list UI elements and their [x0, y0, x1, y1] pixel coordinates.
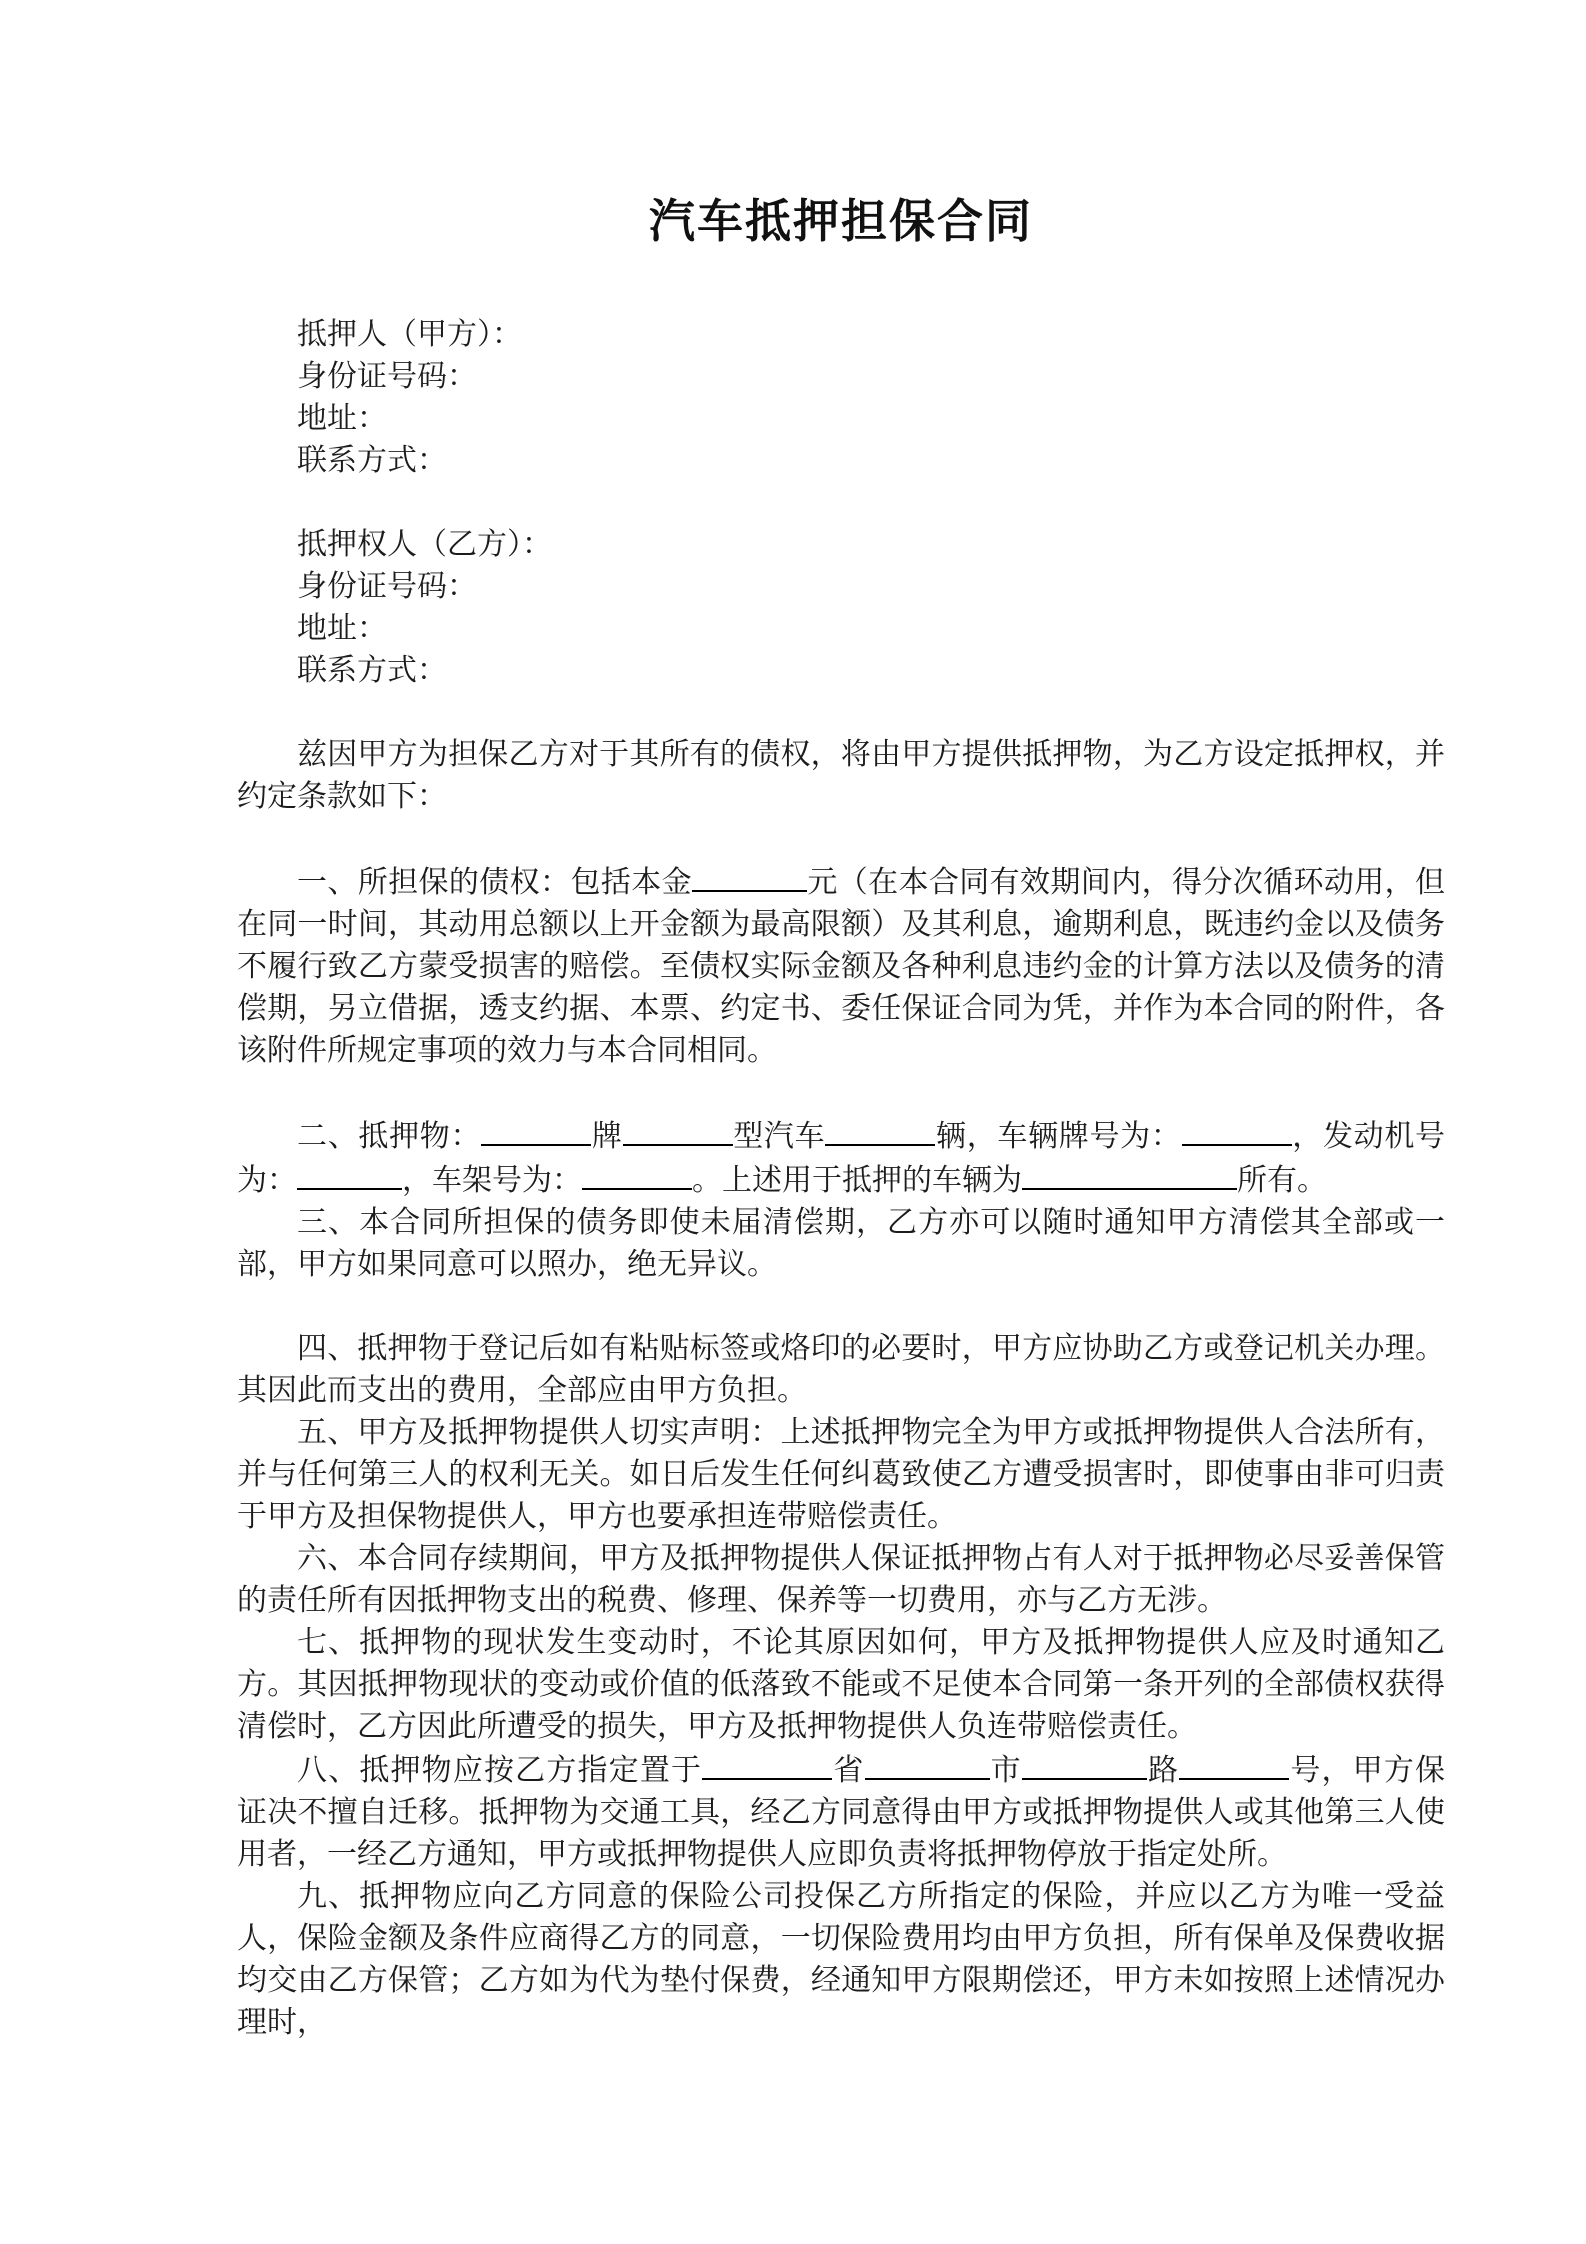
party-b-block: [237, 524, 1445, 692]
fill-in-blank: [825, 1114, 935, 1146]
clauses: [237, 860, 1445, 2044]
fill-in-blank: [702, 1748, 832, 1780]
clause-paragraph: 八、抵押物应按乙方指定置于 省 市 路 号，甲方保证决不擅自迁移。抵押物为交通工具，经乙方同意得由甲方或抵押物提供人或其他第三人使用者，一经乙方通知，甲方或抵押物提供人应即负责将抵押物停放于指定处所。: [237, 1748, 1445, 1876]
fill-in-blank: [623, 1114, 733, 1146]
preamble-paragraph: 兹因甲方为担保乙方对于其所有的债权，将由甲方提供抵押物，为乙方设定抵押权，并约定条款如下：: [237, 738, 1445, 813]
party-b-contact-label: 联系方式：: [297, 654, 447, 687]
party-b-id-label: 身份证号码：: [297, 570, 477, 603]
fill-in-blank: [582, 1158, 692, 1190]
party-a-id-label: 身份证号码：: [297, 360, 477, 393]
clause-paragraph: 一、所担保的债权：包括本金 元（在本合同有效期间内，得分次循环动用，但在同一时间，其动用总额以上开金额为最高限额）及其利息，逾期利息，既违约金以及债务不履行致乙方蒙受损害的赔偿。至债权实际金额及各种利息违约金的计算方法以及债务的清偿期，另立借据，透支约据、本票、约定书、委任保证合同为凭，并作为本合同的附件，各该附件所规定事项的效力与本合同相同。: [237, 860, 1445, 1072]
clause-paragraph: 二、抵押物： 牌 型汽车 辆，车辆牌号为： ，发动机号为： ，车架号为： 。上述用于抵押的车辆为 所有。: [237, 1114, 1445, 1202]
party-b-address-label: 地址：: [297, 612, 387, 645]
clause-paragraph: 三、本合同所担保的债务即使未届清偿期，乙方亦可以随时通知甲方清偿其全部或一部，甲方如果同意可以照办，绝无异议。: [237, 1206, 1445, 1281]
fill-in-blank: [1022, 1158, 1237, 1190]
contract-content: [237, 196, 1445, 2044]
clause-paragraph: 九、抵押物应向乙方同意的保险公司投保乙方所指定的保险，并应以乙方为唯一受益人，保险金额及条件应商得乙方的同意，一切保险费用均由甲方负担，所有保单及保费收据均交由乙方保管；乙方如为代为垫付保费，经通知甲方限期偿还，甲方未如按照上述情况办理时，: [237, 1880, 1445, 2039]
contract-title: 汽车抵押担保合同: [649, 196, 1033, 247]
clause-paragraph: 六、本合同存续期间，甲方及抵押物提供人保证抵押物占有人对于抵押物必尽妥善保管的责任所有因抵押物支出的税费、修理、保养等一切费用，亦与乙方无涉。: [237, 1542, 1445, 1617]
fill-in-blank: [692, 860, 807, 892]
fill-in-blank: [865, 1748, 990, 1780]
fill-in-blank: [1022, 1748, 1147, 1780]
fill-in-blank: [481, 1114, 591, 1146]
party-a-name-label: 抵押人（甲方）：: [297, 318, 522, 351]
clause-paragraph: 五、甲方及抵押物提供人切实声明：上述抵押物完全为甲方或抵押物提供人合法所有，并与任何第三人的权利无关。如日后发生任何纠葛致使乙方遭受损害时，即使事由非可归责于甲方及担保物提供人，甲方也要承担连带赔偿责任。: [237, 1416, 1445, 1533]
fill-in-blank: [297, 1158, 402, 1190]
fill-in-blank: [1179, 1748, 1289, 1780]
clause-paragraph: 七、抵押物的现状发生变动时，不论其原因如何，甲方及抵押物提供人应及时通知乙方。其因抵押物现状的变动或价值的低落致不能或不足使本合同第一条开列的全部债权获得清偿时，乙方因此所遭受的损失，甲方及抵押物提供人负连带赔偿责任。: [237, 1626, 1445, 1743]
party-b-name-label: 抵押权人（乙方）：: [297, 528, 552, 561]
fill-in-blank: [1182, 1114, 1292, 1146]
clause-paragraph: 四、抵押物于登记后如有粘贴标签或烙印的必要时，甲方应协助乙方或登记机关办理。其因此而支出的费用，全部应由甲方负担。: [237, 1332, 1445, 1407]
party-a-contact-label: 联系方式：: [297, 444, 447, 477]
party-a-block: [237, 314, 1445, 482]
party-a-address-label: 地址：: [297, 402, 387, 435]
